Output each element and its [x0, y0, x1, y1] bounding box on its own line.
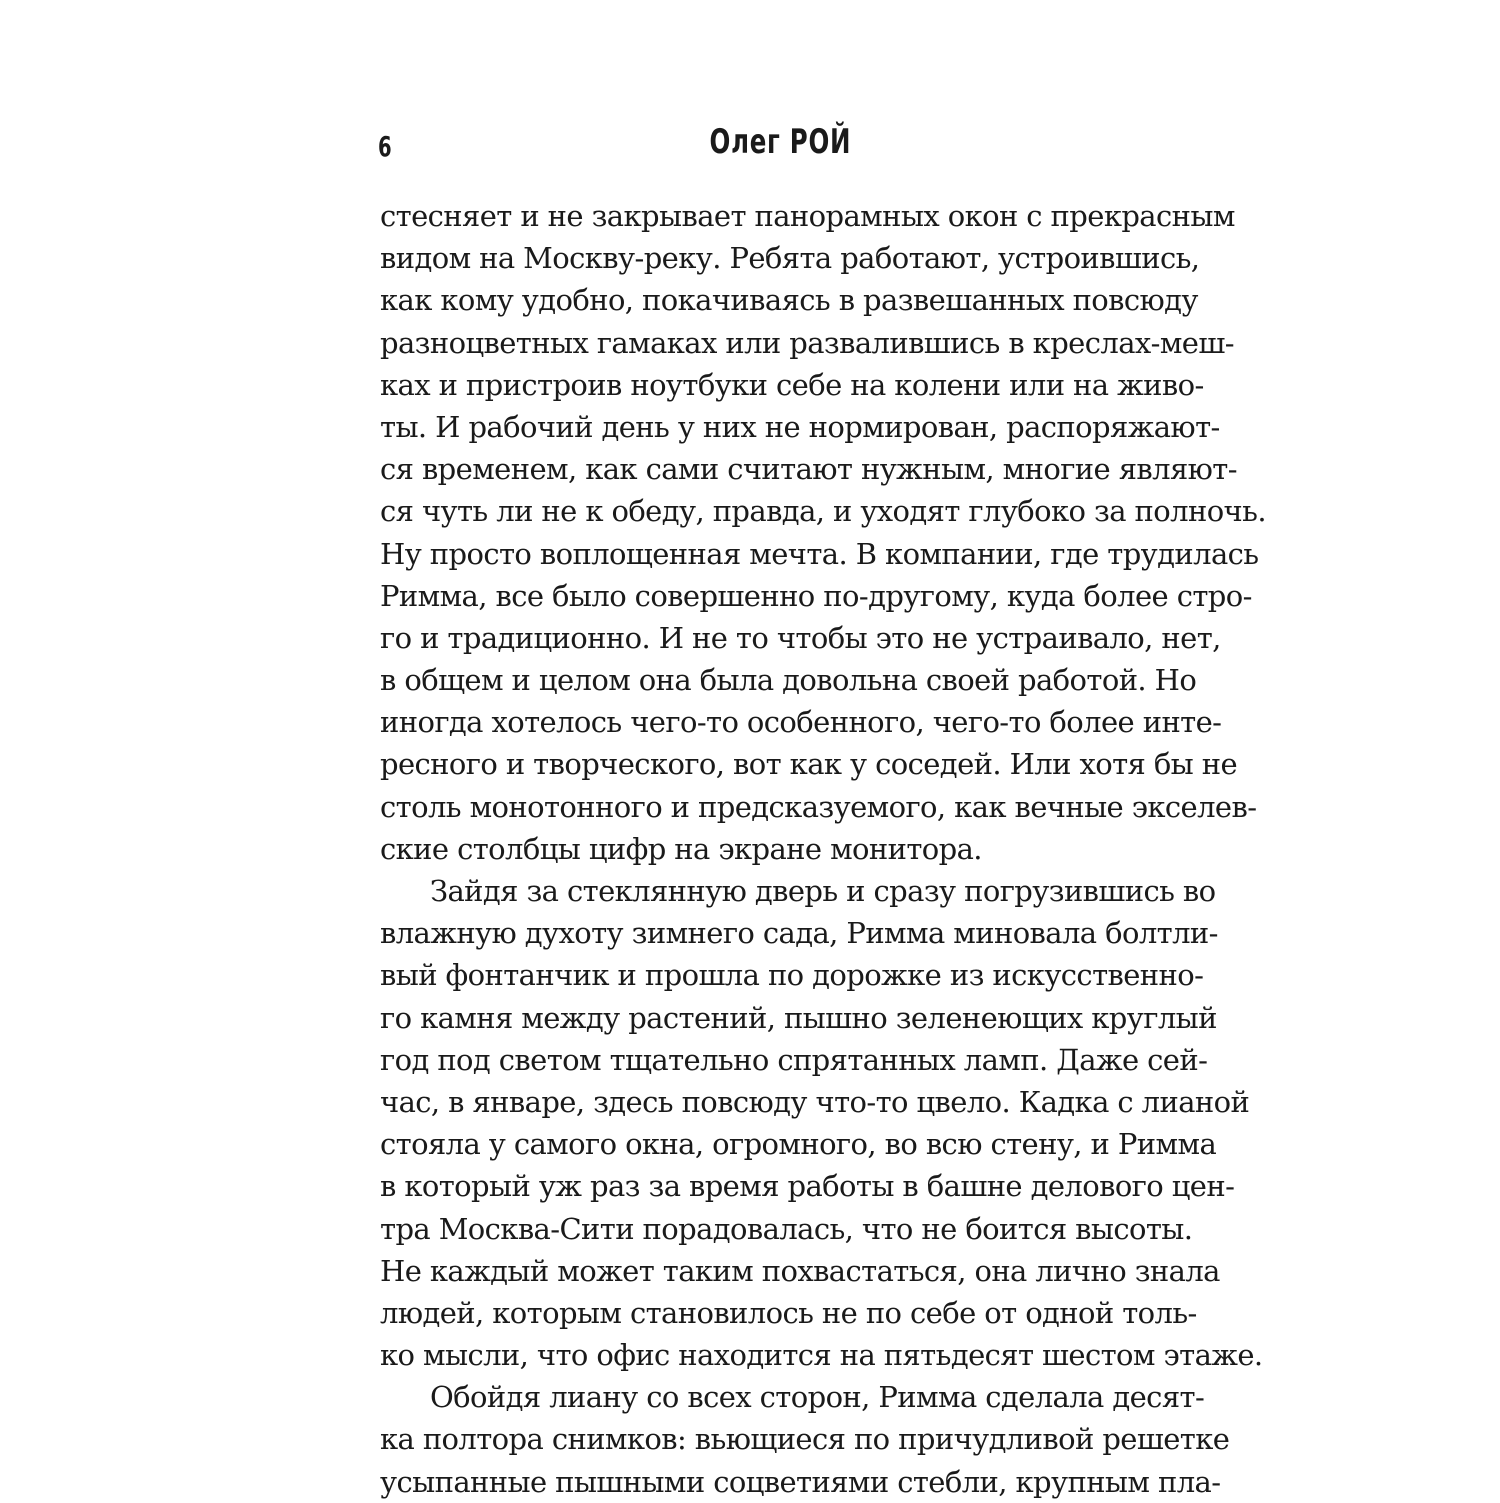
text-line: разноцветных гамаках или развалившись в креслах-меш- [380, 325, 1234, 360]
text-line: столь монотонного и предсказуемого, как вечные экселев- [380, 789, 1257, 824]
text-line: тра Москва-Сити порадовалась, что не боится высоты. [380, 1211, 1193, 1246]
running-title-text: Олег РОЙ [709, 122, 851, 162]
paragraph-end-line: ские столбцы цифр на экране монитора. [380, 831, 982, 866]
text-line: ка полтора снимков: вьющиеся по причудливой решетке [380, 1422, 1230, 1457]
text-line: иногда хотелось чего-то особенного, чего-то более инте- [380, 705, 1222, 740]
text-line: видом на Москву-реку. Ребята работают, устроившись, [380, 241, 1200, 276]
text-line: влажную духоту зимнего сада, Римма миновала болтли- [380, 916, 1218, 951]
page-number: 6 [378, 130, 392, 163]
text-line: Не каждый может таким похвастаться, она лично знала [380, 1253, 1220, 1288]
running-title [378, 122, 1182, 162]
paragraph-end-line: ко мысли, что офис находится на пятьдесят шестом этаже. [380, 1338, 1263, 1373]
text-line: го камня между растений, пышно зеленеющих круглый [380, 1000, 1217, 1035]
text-line: в который уж раз за время работы в башне делового цен- [380, 1169, 1235, 1204]
text-line: людей, которым становилось не по себе от одной толь- [380, 1295, 1197, 1330]
paragraph-first-line: Зайдя за стеклянную дверь и сразу погрузившись во [430, 874, 1216, 908]
body-text [380, 195, 1266, 1503]
text-line: стояла у самого окна, огромного, во всю стену, и Римма [380, 1127, 1217, 1162]
text-line: в общем и целом она была довольна своей работой. Но [380, 663, 1197, 698]
text-line: усыпанные пышными соцветиями стебли, крупным пла- [380, 1464, 1221, 1499]
text-line: ся временем, как сами считают нужным, многие являют- [380, 452, 1237, 487]
text-line: ты. И рабочий день у них не нормирован, распоряжают- [380, 409, 1220, 444]
page-header [378, 122, 1182, 172]
text-line: ках и пристроив ноутбуки себе на колени или на живо- [380, 367, 1204, 402]
text-line: час, в январе, здесь повсюду что-то цвело. Кадка с лианой [380, 1084, 1250, 1119]
text-line: стесняет и не закрывает панорамных окон с прекрасным [380, 199, 1235, 233]
text-line: Римма, все было совершенно по-другому, куда более стро- [380, 578, 1252, 613]
text-line: ся чуть ли не к обеду, правда, и уходят глубоко за полночь. [380, 494, 1266, 529]
paragraph-first-line: Обойдя лиану со всех сторон, Римма сделала десят- [430, 1380, 1205, 1415]
text-line: го и традиционно. И не то чтобы это не устраивало, нет, [380, 620, 1221, 655]
text-line: как кому удобно, покачиваясь в развешанных повсюду [380, 283, 1198, 318]
text-line: ресного и творческого, вот как у соседей. Или хотя бы не [380, 747, 1238, 782]
text-line: год под светом тщательно спрятанных ламп. Даже сей- [380, 1042, 1208, 1077]
text-line: вый фонтанчик и прошла по дорожке из искусственно- [380, 958, 1204, 993]
text-line: Ну просто воплощенная мечта. В компании, где трудилась [380, 536, 1259, 571]
